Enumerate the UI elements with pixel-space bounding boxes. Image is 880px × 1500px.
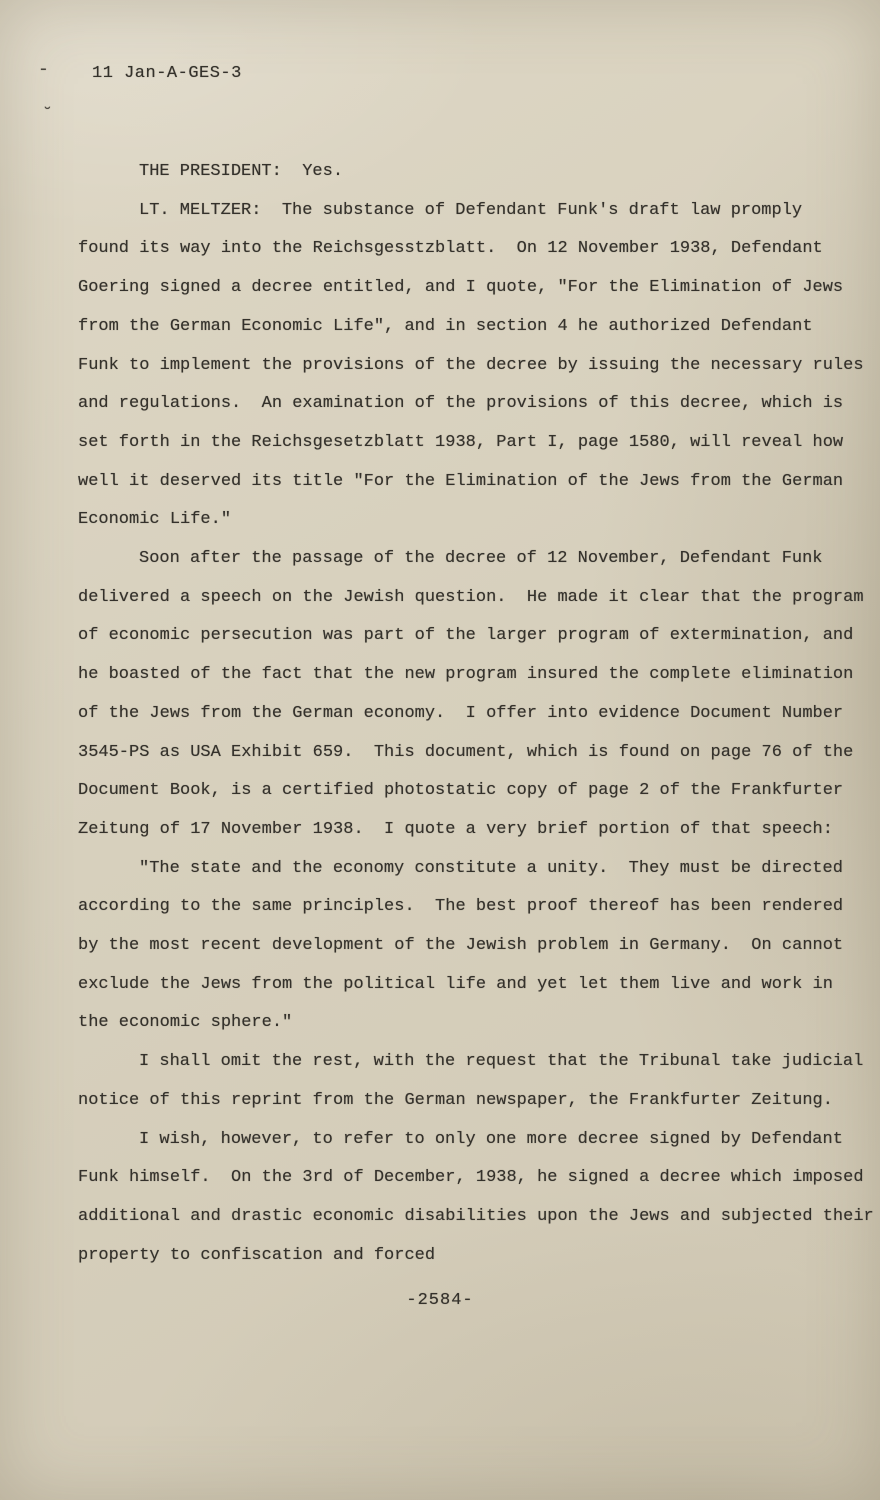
text-line: he boasted of the fact that the new program insured the complete elimination — [78, 665, 854, 685]
text-line: I wish, however, to refer to only one more decree signed by Defendant — [139, 1129, 843, 1149]
document-body — [78, 153, 874, 1275]
text-line: additional and drastic economic disabilities upon the Jews and subjected their — [78, 1206, 874, 1226]
pencil-mark: ˘ — [42, 106, 53, 126]
paragraph — [78, 153, 858, 192]
text-line: by the most recent development of the Jewish problem in Germany. On cannot — [78, 936, 844, 956]
text-line: Soon after the passage of the decree of 12 November, Defendant Funk — [139, 549, 823, 569]
text-line: Document Book, is a certified photostatic copy of page 2 of the Frankfurter — [78, 781, 844, 801]
text-line: of economic persecution was part of the larger program of extermination, and — [78, 626, 854, 646]
text-line: Funk to implement the provisions of the decree by issuing the necessary rules — [78, 355, 864, 375]
text-line: set forth in the Reichsgesetzblatt 1938, Part I, page 1580, will reveal how — [78, 432, 844, 452]
text-line: LT. MELTZER: The substance of Defendant Funk's draft law promply — [139, 200, 803, 220]
pencil-mark: - — [38, 60, 49, 80]
text-line: "The state and the economy constitute a unity. They must be directed — [139, 858, 843, 878]
page-header: 11 Jan-A-GES-3 — [92, 64, 242, 83]
text-line: of the Jews from the German economy. I offer into evidence Document Number — [78, 703, 844, 723]
paragraph — [78, 1121, 874, 1276]
text-line: exclude the Jews from the political life and yet let them live and work in — [78, 974, 833, 994]
paragraph — [78, 1043, 864, 1120]
text-line: Funk himself. On the 3rd of December, 1938, he signed a decree which imposed — [78, 1168, 864, 1188]
text-line: from the German Economic Life", and in section 4 he authorized Defendant — [78, 316, 813, 336]
text-line: and regulations. An examination of the provisions of this decree, which is — [78, 394, 844, 414]
paragraph — [78, 192, 864, 540]
text-line: THE PRESIDENT: Yes. — [139, 162, 344, 181]
text-line: 3545-PS as USA Exhibit 659. This document, which is found on page 76 of the — [78, 742, 854, 762]
text-line: notice of this reprint from the German newspaper, the Frankfurter Zeitung. — [78, 1090, 833, 1110]
text-line: found its way into the Reichsgesstzblatt. On 12 November 1938, Defendant — [78, 239, 823, 259]
text-line: Economic Life." — [78, 510, 232, 530]
text-line: the economic sphere." — [78, 1013, 293, 1033]
text-line: according to the same principles. The best proof thereof has been rendered — [78, 897, 844, 917]
paragraph — [78, 540, 864, 850]
text-line: property to confiscation and forced — [78, 1245, 436, 1265]
text-line: Goering signed a decree entitled, and I quote, "For the Elimination of Jews — [78, 278, 844, 298]
text-line: I shall omit the rest, with the request that the Tribunal take judicial — [139, 1052, 864, 1072]
paragraph — [78, 850, 858, 1044]
text-line: well it deserved its title "For the Elimination of the Jews from the German — [78, 471, 844, 491]
text-line: Zeitung of 17 November 1938. I quote a very brief portion of that speech: — [78, 819, 833, 839]
text-line: delivered a speech on the Jewish question. He made it clear that the program — [78, 587, 864, 607]
page-number: -2584- — [406, 1291, 474, 1310]
